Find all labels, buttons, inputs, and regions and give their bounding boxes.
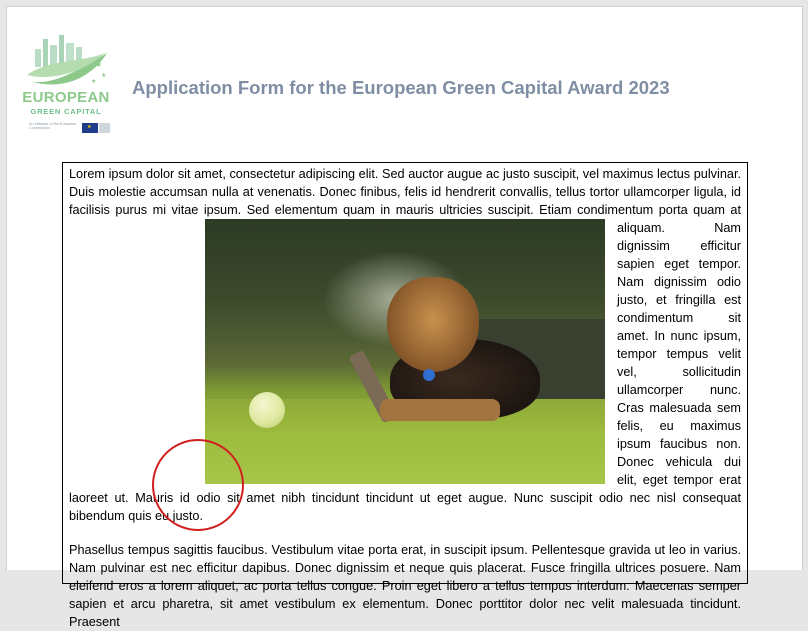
body-text xyxy=(69,165,741,631)
svg-text:★: ★ xyxy=(95,60,103,69)
paragraph-2: Phasellus tempus sagittis faucibus. Vestibulum vitae porta erat, in suscipit ipsum. Pellentesque gravida ut leo in varius. Nam pulvinar est nec efficitur dapibus. Donec dignissim et neque quis placerat. Fusce fringilla ultrices posuere. Nam eleifend eros a lorem aliquet, ac porta tellus congue. Proin eget libero a tellus tempus interdum. Maecenas semper sapien et arcu pharetra, sit amet vestibulum ex elementum. Donec porttitor dolor nec velit malesuada tincidunt. Praesent xyxy=(69,543,741,629)
logo-word-european: EUROPEAN xyxy=(22,89,110,106)
annotation-circle xyxy=(152,439,244,531)
paragraph-1-lead: Lorem ipsum dolor sit amet, consectetur adipiscing elit. Sed auctor augue ac justo suscipit, vel maximus lectus pulvinar. Duis molestie accumsan nulla at venenatis. Donec finibus, felis id hendrerit convallis, tellus tortor ullamcorper ligula, id facilisis purus mi vitae ipsum. Sed elementum quam in mauris ultricies suscipit. Etiam xyxy=(69,167,741,217)
european-green-capital-logo xyxy=(21,29,111,139)
logo-initiative-text: An initiative of the European Commission xyxy=(29,122,77,131)
logo-word-green-capital: GREEN CAPITAL xyxy=(30,107,102,116)
dog-photo[interactable] xyxy=(205,219,605,484)
page-title: Application Form for the European Green Capital Award 2023 xyxy=(132,77,670,98)
logo-skyline-icon xyxy=(21,29,111,91)
content-frame xyxy=(62,162,748,629)
document-page xyxy=(6,6,803,629)
dog-photo-wrapper[interactable] xyxy=(197,219,611,489)
tennis-ball xyxy=(249,392,285,428)
svg-text:★: ★ xyxy=(91,78,97,85)
eu-flag-icon: ★ xyxy=(82,123,98,133)
paragraph-1-rest: condimentum porta quam at aliquam. Nam dignissim efficitur sapien eget tempor. Nam dignissim odio justo, et fringilla est condimentum sit amet. In nunc ipsum, tempor tempus velit vel, sollicitudin ullamcorper nunc. Cras malesuada sem felis, eu maximus ipsum faucibus non. Donec vehicula dui elit, eget tempor erat laoreet ut. Mauris id odio sit amet nibh tincidunt tincidunt ut eget augue. Nunc suscipit odio nec nisl consequat bibendum quis eu justo. xyxy=(69,203,741,523)
european-commission-icon xyxy=(99,123,110,133)
svg-text:★: ★ xyxy=(101,72,107,79)
